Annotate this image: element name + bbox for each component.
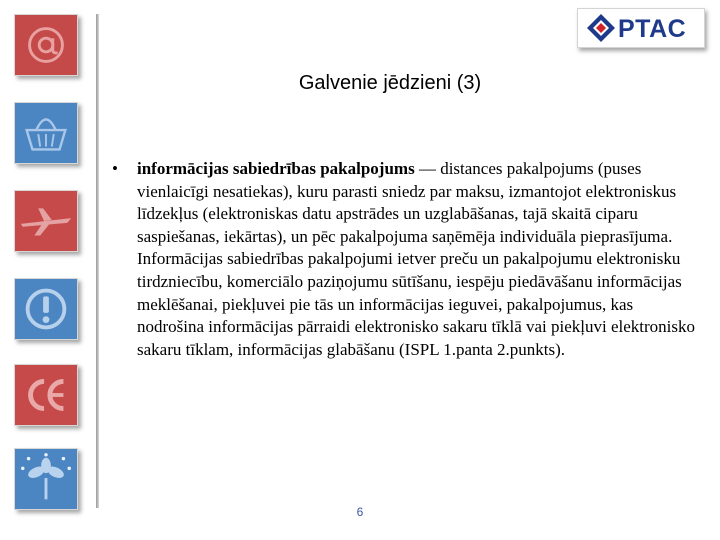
at-sign-tile [14,14,78,76]
basket-tile [14,102,78,164]
eco-flower-icon [15,449,77,509]
airplane-icon [15,191,77,251]
term-bold: informācijas sabiedrības pakalpojums [137,159,415,178]
ce-mark-icon [15,365,77,425]
bullet-text [137,158,698,361]
term-definition: — distances pakalpojums (puses vienlaicīgi nesatiekas), kuru parasti sniedz par maksu, izmantojot elektroniskus līdzekļus (elektroniskas datu apstrādes un uzglabāšanas, tajā skaitā ciparu saspiešanas, iekārtas), un pēc pakalpojuma saņēmēja individuāla pieprasījuma. Informācijas sabiedrības pakalpojumi ietver preču un pakalpojumu elektronisku tirdzniecību, komerciālo paziņojumu sūtīšanu, iespēju piedāvāšanu informācijas meklēšanai, piekļuvei pie tās un informācijas ieguvei, pakalpojumus, kas nodrošina informācijas pārraidi elektronisko sakaru tīklā vai piekļuvi elektronisko sakaru tīklam, informācijas glabāšanu (ISPL 1.panta 2.punkts). [137,159,696,359]
ptac-logo [577,8,705,48]
eco-tile [14,448,78,510]
slide-title: Galvenie jēdzieni (3) [298,72,482,94]
page-number: 6 [356,505,364,519]
sidebar-tiles [14,14,78,510]
logo-text: PTAC [618,15,687,43]
exclamation-icon [15,279,77,339]
ce-mark-tile [14,364,78,426]
airplane-tile [14,190,78,252]
ptac-diamond-icon [586,13,616,43]
slide-content [112,158,698,361]
bullet-mark: • [112,159,118,178]
at-sign-icon [15,15,77,75]
shopping-basket-icon [15,103,77,163]
vertical-divider [96,14,99,508]
warning-tile [14,278,78,340]
bullet-item [112,158,698,361]
